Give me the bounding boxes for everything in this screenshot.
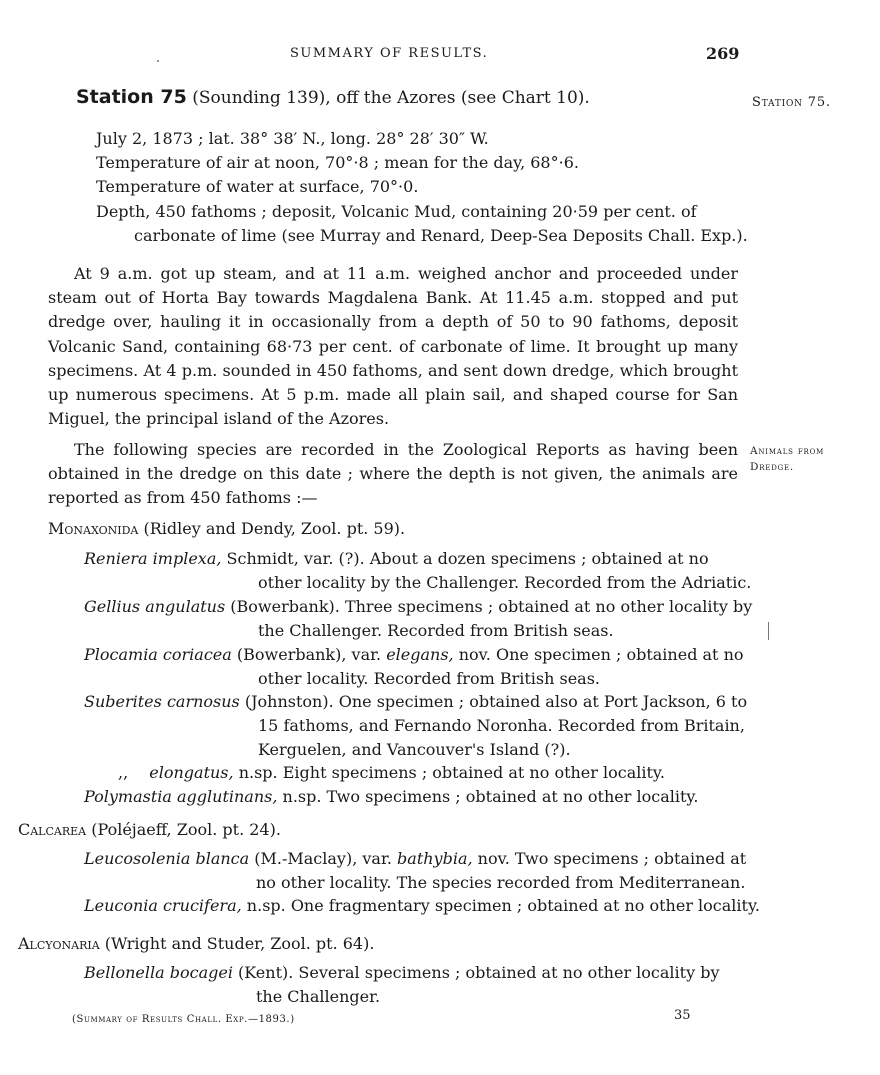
species-name: elongatus, xyxy=(149,763,234,782)
species-note-continued: other locality by the Challenger. Recorded from the Adriatic. xyxy=(258,573,752,592)
species-note: nov. Two specimens ; obtained at xyxy=(477,849,747,868)
margin-label-station: Station 75. xyxy=(752,95,831,110)
narrative-paragraph xyxy=(48,262,738,431)
species-note-continued: the Challenger. xyxy=(256,987,381,1006)
group-reference: (Poléjaeff, Zool. pt. 24). xyxy=(91,820,281,839)
species-note-continued: 15 fathoms, and Fernando Noronha. Recorded from Britain, xyxy=(258,716,745,735)
observation-water-temperature: Temperature of water at surface, 70°·0. xyxy=(96,177,419,196)
species-note: n.sp. One fragmentary specimen ; obtained at no other locality. xyxy=(246,896,760,915)
species-note: n.sp. Two specimens ; obtained at no other locality. xyxy=(282,787,699,806)
variety-name: bathybia, xyxy=(397,849,473,868)
species-entry xyxy=(84,849,746,868)
species-note: nov. One specimen ; obtained at no xyxy=(458,645,744,664)
observation-date-position: July 2, 1873 ; lat. 38° 38′ N., long. 28° 28′ 30″ W. xyxy=(96,129,489,148)
species-note-continued: Kerguelen, and Vancouver's Island (?). xyxy=(258,740,571,759)
station-heading xyxy=(76,86,590,108)
group-reference: (Wright and Studer, Zool. pt. 64). xyxy=(104,934,375,953)
observation-depth-continued: carbonate of lime (see Murray and Renard, Deep-Sea Deposits Chall. Exp.). xyxy=(134,226,748,245)
species-note-prefix: (Bowerbank), var. xyxy=(236,645,382,664)
species-name: Gellius angulatus xyxy=(84,597,226,616)
species-entry xyxy=(84,787,698,806)
species-entry xyxy=(84,597,752,616)
species-entry xyxy=(84,963,720,982)
species-note-continued: the Challenger. Recorded from British seas. xyxy=(258,621,614,640)
species-name: Suberites carnosus xyxy=(84,692,240,711)
species-entry xyxy=(84,645,744,664)
group-reference: (Ridley and Dendy, Zool. pt. 59). xyxy=(143,519,406,538)
species-entry xyxy=(84,549,709,568)
print-speck xyxy=(157,60,159,62)
margin-rule-mark xyxy=(768,622,769,640)
species-note: Schmidt, var. (?). About a dozen specimens ; obtained at no xyxy=(226,549,709,568)
narrative-text: At 9 a.m. got up steam, and at 11 a.m. weighed anchor and proceeded under steam out of Horta Bay towards Magdalena Bank. At 11.45 a.m. stopped and put dredge over, hauling it in occasionally from a depth of 50 to 90 fathoms, deposit Volcanic Sand, containing 68·73 per cent. of carbonate of lime. It brought up many specimens. At 4 p.m. sounded in 450 fathoms, and sent down dredge, which brought up numerous specimens. At 5 p.m. made all plain sail, and shaped course for San Miguel, the principal island of the Azores. xyxy=(48,264,738,429)
station-subtitle: (Sounding 139), off the Azores (see Chart 10). xyxy=(192,88,590,108)
page-number: 269 xyxy=(706,44,740,63)
species-name: Plocamia coriacea xyxy=(84,645,232,664)
observation-depth: Depth, 450 fathoms ; deposit, Volcanic Mud, containing 20·59 per cent. of xyxy=(96,202,697,221)
station-title: Station 75 xyxy=(76,86,187,108)
species-name: Polymastia agglutinans, xyxy=(84,787,278,806)
margin-label-animals: Animals from xyxy=(750,445,825,457)
species-entry xyxy=(84,896,760,915)
species-entry xyxy=(118,763,665,782)
species-note: (Johnston). One specimen ; obtained also at Port Jackson, 6 to xyxy=(244,692,748,711)
species-note-continued: no other locality. The species recorded from Mediterranean. xyxy=(256,873,746,892)
group-title: Monaxonida xyxy=(48,519,139,538)
observation-air-temperature: Temperature of air at noon, 70°·8 ; mean for the day, 68°·6. xyxy=(96,153,579,172)
footer-citation: (Summary of Results Chall. Exp.—1893.) xyxy=(72,1014,295,1025)
intro-text: The following species are recorded in the Zoological Reports as having been obtained in the dredge on this date ; where the depth is not given, the animals are reported as from 450 fathoms :— xyxy=(48,440,738,508)
group-heading-monaxonida xyxy=(48,519,405,538)
group-heading-alcyonaria xyxy=(18,934,374,953)
species-note-continued: other locality. Recorded from British seas. xyxy=(258,669,601,688)
species-note: (Bowerbank). Three specimens ; obtained at no other locality by xyxy=(230,597,753,616)
variety-name: elegans, xyxy=(386,645,454,664)
signature-number: 35 xyxy=(674,1008,691,1023)
species-note: (Kent). Several specimens ; obtained at no other locality by xyxy=(238,963,720,982)
species-name: Leuconia crucifera, xyxy=(84,896,242,915)
species-note: n.sp. Eight specimens ; obtained at no other locality. xyxy=(238,763,665,782)
group-title: Alcyonaria xyxy=(18,934,100,953)
group-heading-calcarea xyxy=(18,820,281,839)
intro-paragraph xyxy=(48,438,738,511)
species-note-prefix: (M.-Maclay), var. xyxy=(254,849,392,868)
species-name: Leucosolenia blanca xyxy=(84,849,250,868)
group-title: Calcarea xyxy=(18,820,87,839)
species-entry xyxy=(84,692,747,711)
margin-label-dredge: Dredge. xyxy=(750,461,795,473)
species-name: Bellonella bocagei xyxy=(84,963,233,982)
ditto-mark: ,, xyxy=(118,763,129,782)
running-head: SUMMARY OF RESULTS. xyxy=(290,46,489,61)
species-name: Reniera implexa, xyxy=(84,549,222,568)
